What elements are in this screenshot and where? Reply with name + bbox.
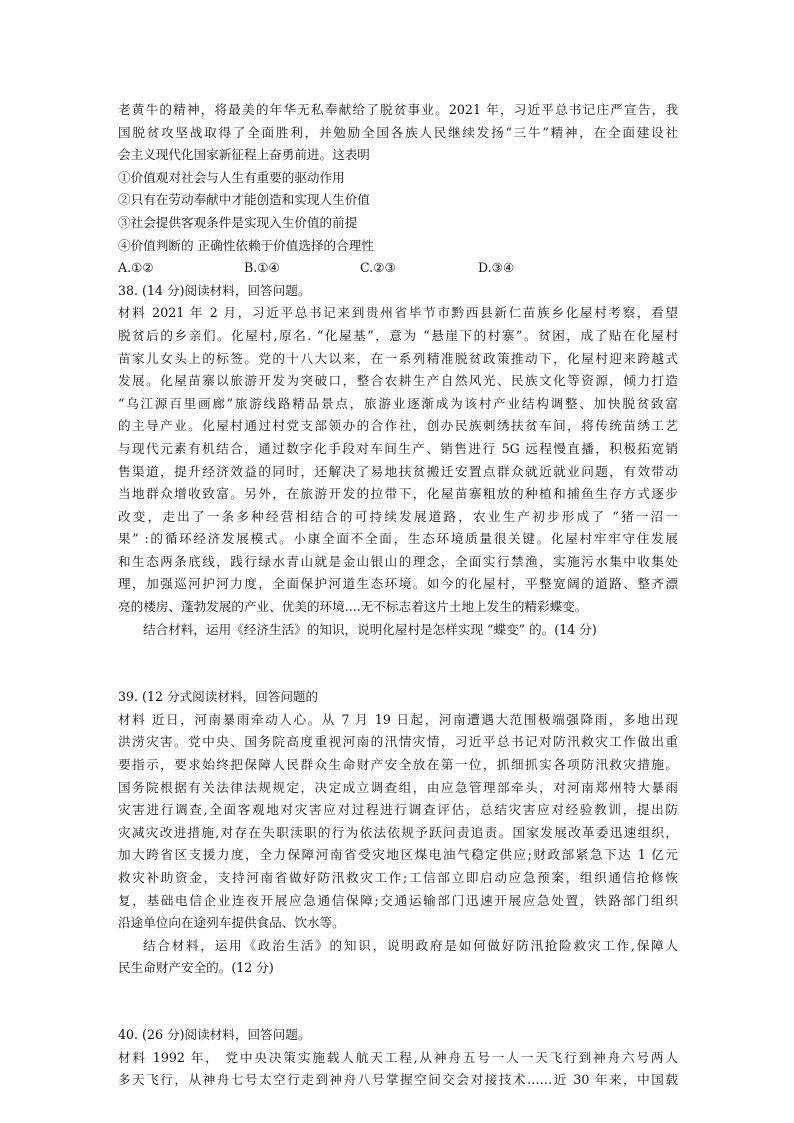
material-line: 要指示，要求始终把保障人民群众生命财产安全放在第一位，抓细抓实各项防汛救灾措施。 [118, 757, 678, 773]
material-line: 理，加强巡河护河力度，全面保护河道生态环境。如今的化屋村，平整宽阔的道路、整齐漂 [118, 576, 678, 592]
paragraph-line: 国脱贫攻坚战取得了全面胜利，并勉励全国各族人民继续发扬“三牛”精神，在全面建设社 [118, 124, 678, 140]
statement-item: ④价值判断的 正确性依赖于价值选择的合理性 [118, 237, 374, 253]
question-prompt: 结合材料，运用《经济生活》的知识，说明化屋村是怎样实现 “蝶变” 的。(14 分) [143, 621, 597, 637]
q37-statements [118, 167, 678, 257]
material-line: 材料 2021 年 2 月，习近平总书记来到贵州省毕节市黔西县新仁苗族乡化屋村考察，看望 [118, 305, 678, 321]
statement-item: ②只有在劳动奉献中才能创造和实现人生价值 [118, 192, 370, 208]
material-line: 加大跨省区支援力度，全力保障河南省受灾地区煤电油气稳定供应;财政部紧急下达 1 亿元 [118, 847, 678, 863]
material-line: “乌江源百里画廊”旅游线路精品景点，旅游业逐渐成为该村产业结构调整、加快脱贫致富 [118, 395, 678, 411]
statement-item: ③社会提供客观条件是实现入生价值的前提 [118, 214, 358, 230]
q39-section [118, 686, 678, 980]
option-b: B.①④ [244, 260, 280, 276]
material-line: 救灾补助资金，支持河南省做好防汛救灾工作;工信部立即启动应急预案，组织通信抢修恢 [118, 870, 678, 885]
q37-options [118, 257, 678, 280]
material-line: 脱贫后的乡亲们。化屋村,原名. “化屋基”，意为 “悬崖下的村寨”。贫困，成了贴在化屋村 [118, 327, 678, 343]
statement-item: ①价值观对社会与人生有重要的驱动作用 [118, 169, 345, 185]
material-line: 售渠道，提升经济效益的同时，还解决了易地扶贫搬迁安置点群众就近就业问题，有效带动 [118, 463, 678, 479]
material-line: 改变，走出了一条多种经营相结合的可持续发展道路，农业生产初步形成了 “猪一沼一 [118, 508, 678, 524]
question-prompt: 结合材料，运用《政治生活》的知识，说明政府是如何做好防汛抢险救灾工作,保障人 [143, 937, 678, 953]
material-line: 多天飞行，从神舟七号太空行走到神舟八号掌握空间交会对接技术……近 30 年来，中国载 [118, 1072, 678, 1088]
material-line: 的主导产业。化屋村通过村党支部领办的合作社，创办民族刺绣扶贫车间，将传统苗绣工艺 [118, 418, 678, 434]
q40-section [118, 1024, 678, 1092]
material-line: 洪涝灾害。党中央、国务院高度重视河南的汛情灾情，习近平总书记对防汛救灾工作做出重 [118, 734, 678, 750]
question-header: 40. (26 分)阅读材料，回答问题。 [118, 1026, 311, 1042]
material-line: 亮的楼房、蓬勃发展的产业、优美的环境....无不标志着这片土地上发生的精彩蝶变。 [118, 599, 588, 615]
material-line: 发展。化屋苗寨以旅游开发为突破口，整合农耕生产自然风光、民族文化等资源，倾力打造 [118, 373, 678, 389]
material-line: 材料 近日，河南暴雨牵动人心。从 7 月 19 日起，河南遭遇大范围极端强降雨，多地出现 [118, 711, 678, 727]
material-line: 与现代元素有机结合，通过数字化手段对车间生产、销售进行 5G 远程慢直播，积极拓宽销 [118, 440, 678, 456]
q38-section [118, 280, 678, 642]
material-line: 苗家儿女头上的标签。党的十八大以来，在一系列精准脱贫政策推动下，化屋村迎来跨越式 [118, 350, 678, 366]
question-prompt: 民生命财产安全的。(12 分) [118, 960, 274, 976]
material-line: 果” :的循环经济发展模式。小康全面不全面，生态环境质量很关键。化屋村牢牢守住发展 [118, 531, 678, 547]
question-header: 39. (12 分式阅读材料，回答问题的 [118, 689, 319, 705]
paragraph-line: 老黄牛的精神，将最美的年华无私奉献给了脱贫事业。2021 年，习近平总书记庄严宣告，我 [118, 102, 678, 117]
material-line: 复，基础电信企业连夜开展应急通信保障;交通运输部门迅速开展应急处置，铁路部门组织 [118, 892, 678, 908]
question-header: 38. (14 分)阅读材料，回答问题。 [118, 282, 311, 298]
material-line: 国务院根据有关法律法规规定，决定成立调查组，由应急管理部牵头，对河南郑州特大暴雨 [118, 779, 678, 795]
material-line: 灾减灾改进措施,对存在失职渎职的行为依法依规予跃问责追责。国家发展改革委迅速组织， [118, 824, 678, 840]
option-a: A.①② [118, 260, 154, 276]
q37-stem [118, 99, 678, 167]
material-line: 和生态两条底线，践行绿水青山就是金山银山的理念，全面实行禁渔，实施污水集中收集处 [118, 553, 678, 569]
material-line: 灾害进行调查,全面客观地对灾害应对过程进行调查评估，总结灾害应对经验教训，提出防 [118, 802, 678, 818]
exam-page [118, 99, 678, 1092]
material-line: 材料 1992 年， 党中央决策实施载人航天工程,从神舟五号一人一天飞行到神舟六号两人 [118, 1049, 678, 1065]
option-c: C.②③ [360, 260, 396, 276]
option-d: D.③④ [478, 260, 515, 276]
paragraph-line: 会主义现代化国家新征程上奋勇前进。这表明 [118, 147, 370, 163]
material-line: 当地群众增收致富。另外，在旅游开发的拉带下，化屋苗寨粗放的种植和捕鱼生存方式逐步 [118, 486, 678, 502]
material-line: 沿途单位向在途列车提供食品、饮水等。 [118, 915, 345, 931]
